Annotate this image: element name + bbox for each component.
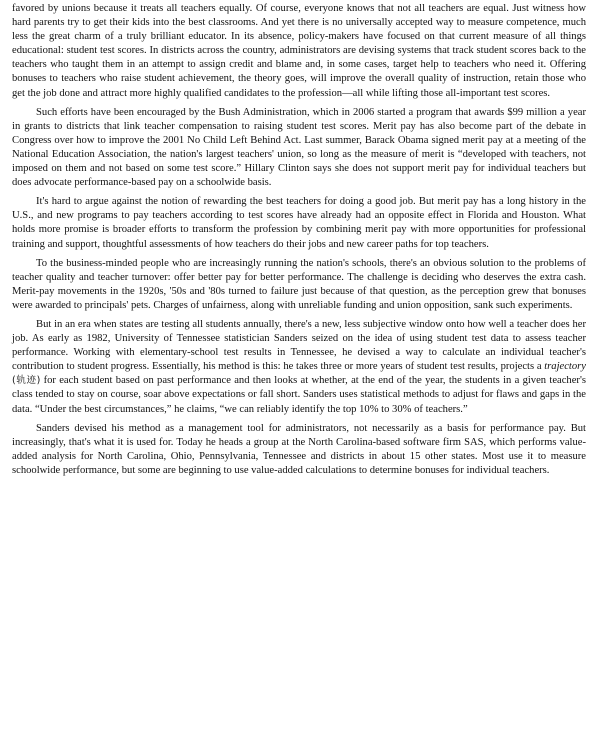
paragraph-1: favored by unions because it treats all teachers equally. Of course, everyone knows that not all teachers are equal. Just witness how hard parents try to get their kids into the best classrooms. And yet there is no universally accepted way to measure competence, much less the great charm of a truly brilliant educator. In its absence, policy-makers have focused on that current measure of all things educational: student test scores. In districts across the country, administrators are devising systems that track student scores back to the teachers who taught them in an attempt to assign credit and blame and, in some cases, target help to teachers who need it. Offering bonuses to teachers who raise student achievement, the theory goes, will improve the overall quality of instruction, retain those who get the job done and attract more highly qualified candidates to the profession—all while lifting those all-important test scores. bbox=[12, 3, 586, 99]
paragraph-3: It's hard to argue against the notion of rewarding the best teachers for doing a good job. But merit pay has a long history in the U.S., and new programs to pay teachers according to test scores have already had an opposite effect in Florida and Houston. What holds more promise is broader efforts to transform the profession by combining merit pay with more opportunities for professional training and support, thoughtful assessments of how teachers do their jobs and new career paths for top teachers. bbox=[12, 196, 586, 250]
paragraph-5-text-after: for each student based on past performance and then looks at whether, at the end of the year, the students in a given teacher's class tended to stay on course, soar above expectations or fall short. Sanders uses statistical methods to adjust for flaws and gaps in the data. “Under the best circumstances,” he claims, “we can reliably identify the top 10% to 30% of teachers.” bbox=[12, 375, 586, 415]
paragraph-6: Sanders devised his method as a management tool for administrators, not necessarily as a basis for performance pay. But increasingly, that's what it is used for. Today he heads a group at the North Carolina-based software firm SAS, which performs value-added analysis for North Carolina, Ohio, Pennsylvania, Tennessee and districts in about 15 other states. Most use it to measure schoolwide performance, but some are beginning to use value-added calculations to determine bonuses for individual teachers. bbox=[12, 422, 586, 476]
paragraph-2: Such efforts have been encouraged by the Bush Administration, which in 2006 started a program that awards $99 million a year in grants to districts that link teacher compensation to raising student test scores. Merit pay has also become part of the debate in Congress over how to improve the 2001 No Child Left Behind Act. Last summer, Barack Obama signed merit pay at a meeting of the National Education Association, the nation's largest teachers' union, so long as the measure of merit is “developed with teachers, not imposed on them and not based on some test score.” Hillary Clinton says she does not support merit pay for individual teachers but does advocate performance-based pay on a schoolwide basis. bbox=[12, 106, 586, 189]
paragraph-5 bbox=[12, 318, 586, 417]
trajectory-term: trajectory bbox=[544, 361, 586, 373]
trajectory-gloss: (轨迹) bbox=[12, 375, 41, 387]
paragraph-5-text-before: But in an era when states are testing all students annually, there's a new, less subjective window onto how well a teacher does her job. As early as 1982, University of Tennessee statistician Sanders seized on the idea of using student test data to assess teacher performance. Working with elementary-school test results in Tennessee, he devised a way to calculate an individual teacher's contribution to student progress. Essentially, his method is this: he takes three or more years of student test results, projects a bbox=[12, 318, 586, 373]
paragraph-4: To the business-minded people who are increasingly running the nation's schools, there's an obvious solution to the problems of teacher quality and teacher turnover: offer better pay for better performance. The challenge is deciding who deserves the extra cash. Merit-pay movements in the 1920s, '50s and '80s turned to failure just because of that question, as the perception grew that bonuses were awarded to principals' pets. Charges of unfairness, along with unreliable funding and union opposition, sank such experiments. bbox=[12, 257, 586, 311]
